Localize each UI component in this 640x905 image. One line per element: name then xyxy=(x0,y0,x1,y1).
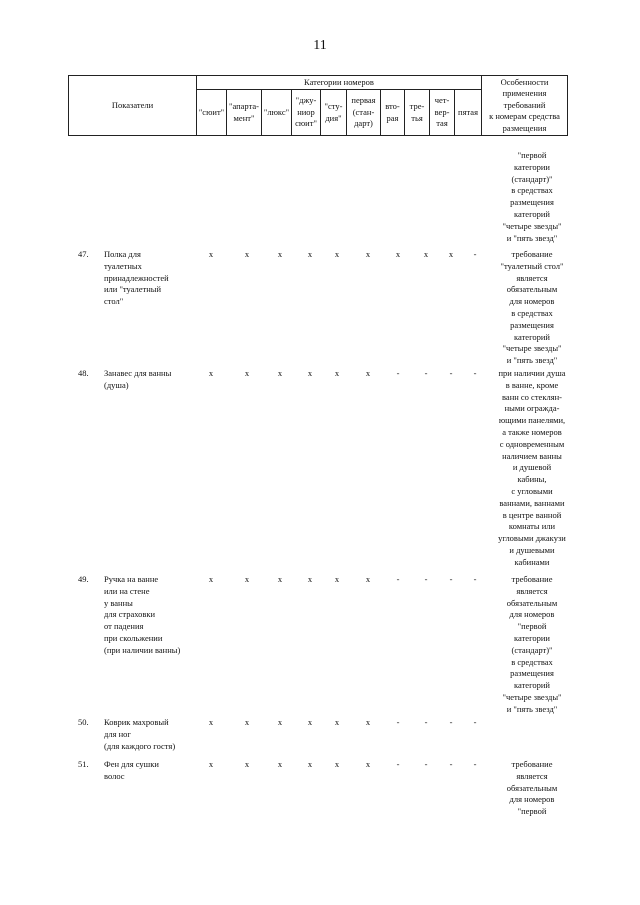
indicator-line: Ручка на ванне xyxy=(104,574,159,584)
category-mark: x xyxy=(208,249,214,259)
indicator-line: для ног xyxy=(104,728,131,739)
category-mark: - xyxy=(424,759,428,769)
category-mark: x xyxy=(208,759,214,769)
note-line: для номеров xyxy=(509,609,555,620)
note-line: наличием ванны xyxy=(502,450,562,461)
header-features-line: применения xyxy=(502,88,547,99)
note-line: для номеров xyxy=(509,794,555,805)
row-indicator xyxy=(104,717,196,752)
header-category-line: пятая xyxy=(458,106,478,117)
category-mark: x xyxy=(244,574,250,584)
category-mark: x xyxy=(208,574,214,584)
header-category-line: тья xyxy=(411,112,423,123)
indicator-line: стол" xyxy=(104,296,124,307)
row-number: 50. xyxy=(78,717,89,727)
header-category-column xyxy=(381,90,405,136)
category-mark: - xyxy=(473,249,477,259)
header-category-column xyxy=(347,90,381,136)
note-line: является xyxy=(516,770,548,781)
note-line: (стандарт)" xyxy=(511,173,553,184)
category-mark: - xyxy=(396,759,400,769)
header-category-line: "джу- xyxy=(295,95,317,106)
row-indicator xyxy=(104,574,196,657)
category-mark: - xyxy=(424,368,428,378)
indicator-line: (душа) xyxy=(104,379,129,390)
note-line: ваннами, ваннами xyxy=(499,497,565,508)
row-indicator xyxy=(104,759,196,783)
category-mark: - xyxy=(473,574,477,584)
note-line: кабины, xyxy=(517,474,547,485)
note-line: в средствах xyxy=(511,185,553,196)
row-number: 51. xyxy=(78,759,89,769)
category-mark: - xyxy=(424,574,428,584)
note-line: "четыре звезды" xyxy=(502,220,562,231)
category-mark: x xyxy=(395,249,401,259)
category-mark: x xyxy=(277,759,283,769)
header-category-line: чет- xyxy=(434,95,450,106)
category-mark: x xyxy=(334,717,340,727)
category-mark: x xyxy=(334,759,340,769)
note-line: категорий xyxy=(514,208,550,219)
note-line: ющими панелями, xyxy=(498,415,566,426)
note-line: категории xyxy=(514,161,550,172)
header-category-line: "сюит" xyxy=(198,106,225,117)
note-line: категорий xyxy=(514,331,550,342)
note-line: "четыре звезды" xyxy=(502,343,562,354)
category-mark: x xyxy=(277,717,283,727)
note-line: "туалетный стол" xyxy=(500,260,564,271)
category-mark: x xyxy=(365,574,371,584)
indicator-line: Занавес для ванны xyxy=(104,368,172,378)
header-category-column xyxy=(227,90,262,136)
indicator-line: при скольжении xyxy=(104,632,163,643)
note-line: обязательным xyxy=(506,782,558,793)
header-category-line: дарт) xyxy=(354,118,373,129)
header-category-column xyxy=(197,90,227,136)
note-line: является xyxy=(516,272,548,283)
note-line: категорий xyxy=(514,680,550,691)
header-features xyxy=(482,76,568,136)
note-line: обязательным xyxy=(506,284,558,295)
indicator-line: Фен для сушки xyxy=(104,759,159,769)
note-line: обязательным xyxy=(506,597,558,608)
note-line: угловыми джакузи xyxy=(498,533,566,544)
category-mark: x xyxy=(244,759,250,769)
row-note xyxy=(490,368,574,569)
category-mark: - xyxy=(449,368,453,378)
note-line: ванн со стеклян- xyxy=(502,391,562,402)
note-line: требование xyxy=(511,249,553,259)
note-line: ными огражда- xyxy=(504,403,560,414)
category-mark: x xyxy=(334,249,340,259)
header-category-column xyxy=(321,90,347,136)
note-line: комнаты или xyxy=(508,521,556,532)
header-indicators: Показатели xyxy=(69,76,197,136)
header-category-column xyxy=(430,90,455,136)
note-line: в ванне, кроме xyxy=(505,379,559,390)
category-mark: - xyxy=(473,759,477,769)
note-line: "четыре звезды" xyxy=(502,691,562,702)
header-category-line: "сту- xyxy=(324,101,343,111)
category-mark: x xyxy=(244,249,250,259)
category-mark: x xyxy=(307,574,313,584)
note-line: категории xyxy=(514,632,550,643)
category-mark: x xyxy=(365,368,371,378)
category-mark: - xyxy=(396,574,400,584)
row-note xyxy=(490,759,574,818)
note-line: размещения xyxy=(510,197,554,208)
category-mark: x xyxy=(365,759,371,769)
note-line: и душевой xyxy=(512,462,552,473)
row-number: 48. xyxy=(78,368,89,378)
category-mark: x xyxy=(423,249,429,259)
header-category-column xyxy=(405,90,430,136)
category-mark: - xyxy=(449,574,453,584)
header-category-line: ниор xyxy=(297,106,315,117)
table-header xyxy=(68,75,568,136)
note-line: а также номеров xyxy=(502,426,562,437)
category-mark: x xyxy=(277,574,283,584)
note-line: "первой xyxy=(517,150,547,160)
indicator-line: Полка для xyxy=(104,249,141,259)
row-indicator xyxy=(104,368,196,392)
category-mark: x xyxy=(277,249,283,259)
row-note xyxy=(490,150,574,244)
row-note xyxy=(490,574,574,716)
note-line: и "пять звезд" xyxy=(506,703,558,714)
indicator-line: у ванны xyxy=(104,597,133,608)
row-note xyxy=(490,249,574,367)
note-line: в средствах xyxy=(511,307,553,318)
category-mark: - xyxy=(473,368,477,378)
category-mark: x xyxy=(307,249,313,259)
note-line: требование xyxy=(511,759,553,769)
header-category-line: вер- xyxy=(434,106,450,117)
indicator-line: Коврик махровый xyxy=(104,717,169,727)
note-line: и "пять звезд" xyxy=(506,355,558,366)
page-number: 11 xyxy=(313,38,327,53)
note-line: с угловыми xyxy=(511,485,553,496)
indicator-line: принадлежностей xyxy=(104,272,169,283)
header-features-line: требований xyxy=(503,99,546,110)
indicator-line: волос xyxy=(104,770,125,781)
note-line: и душевыми xyxy=(509,544,555,555)
header-features-line: к номерам средства xyxy=(489,111,560,122)
note-line: является xyxy=(516,585,548,596)
category-mark: x xyxy=(365,717,371,727)
note-line: требование xyxy=(511,574,553,584)
header-category-line: дия" xyxy=(325,112,342,123)
row-number: 49. xyxy=(78,574,89,584)
header-features-line: размещения xyxy=(502,122,547,133)
header-category-line: "люкс" xyxy=(263,106,290,117)
category-mark: x xyxy=(277,368,283,378)
note-line: с одновременным xyxy=(499,438,565,449)
category-mark: - xyxy=(396,717,400,727)
indicator-line: от падения xyxy=(104,621,144,632)
header-category-line: тре- xyxy=(409,101,425,111)
header-category-line: первая xyxy=(351,95,376,106)
category-mark: - xyxy=(424,717,428,727)
header-category-column xyxy=(262,90,292,136)
category-mark: - xyxy=(396,368,400,378)
note-line: размещения xyxy=(510,319,554,330)
category-mark: x xyxy=(244,717,250,727)
note-line: для номеров xyxy=(509,296,555,307)
category-mark: - xyxy=(473,717,477,727)
note-line: в центре ванной xyxy=(502,509,562,520)
category-mark: x xyxy=(244,368,250,378)
header-category-line: вто- xyxy=(385,101,400,111)
indicator-line: (для каждого гостя) xyxy=(104,740,176,751)
header-categories-title: Категории номеров xyxy=(197,76,482,90)
header-category-line: "апарта- xyxy=(228,101,259,111)
category-mark: x xyxy=(334,368,340,378)
indicator-line: туалетных xyxy=(104,260,142,271)
indicator-line: или на стене xyxy=(104,585,150,596)
header-category-column xyxy=(292,90,321,136)
indicator-line: или "туалетный xyxy=(104,284,162,295)
note-line: в средствах xyxy=(511,656,553,667)
category-mark: x xyxy=(334,574,340,584)
category-mark: x xyxy=(307,368,313,378)
category-mark: x xyxy=(307,717,313,727)
category-mark: x xyxy=(208,717,214,727)
category-mark: x xyxy=(448,249,454,259)
header-features-line: Особенности xyxy=(500,76,549,87)
note-line: размещения xyxy=(510,668,554,679)
row-number: 47. xyxy=(78,249,89,259)
header-category-column xyxy=(455,90,482,136)
category-mark: - xyxy=(449,759,453,769)
note-line: и "пять звезд" xyxy=(506,232,558,243)
header-category-line: рая xyxy=(386,112,399,123)
note-line: при наличии душа xyxy=(498,368,566,378)
note-line: кабинами xyxy=(514,556,550,567)
header-category-line: мент" xyxy=(233,112,255,123)
header-category-line: тая xyxy=(436,118,448,129)
row-indicator xyxy=(104,249,196,308)
note-line: "первой xyxy=(517,806,547,817)
category-mark: x xyxy=(307,759,313,769)
note-line: (стандарт)" xyxy=(511,644,553,655)
category-mark: x xyxy=(365,249,371,259)
indicator-line: (при наличии ванны) xyxy=(104,644,181,655)
header-category-line: сюит" xyxy=(295,118,317,129)
category-mark: - xyxy=(449,717,453,727)
indicator-line: для страховки xyxy=(104,609,156,620)
category-mark: x xyxy=(208,368,214,378)
note-line: "первой xyxy=(517,621,547,632)
header-category-line: (стан- xyxy=(352,106,375,117)
